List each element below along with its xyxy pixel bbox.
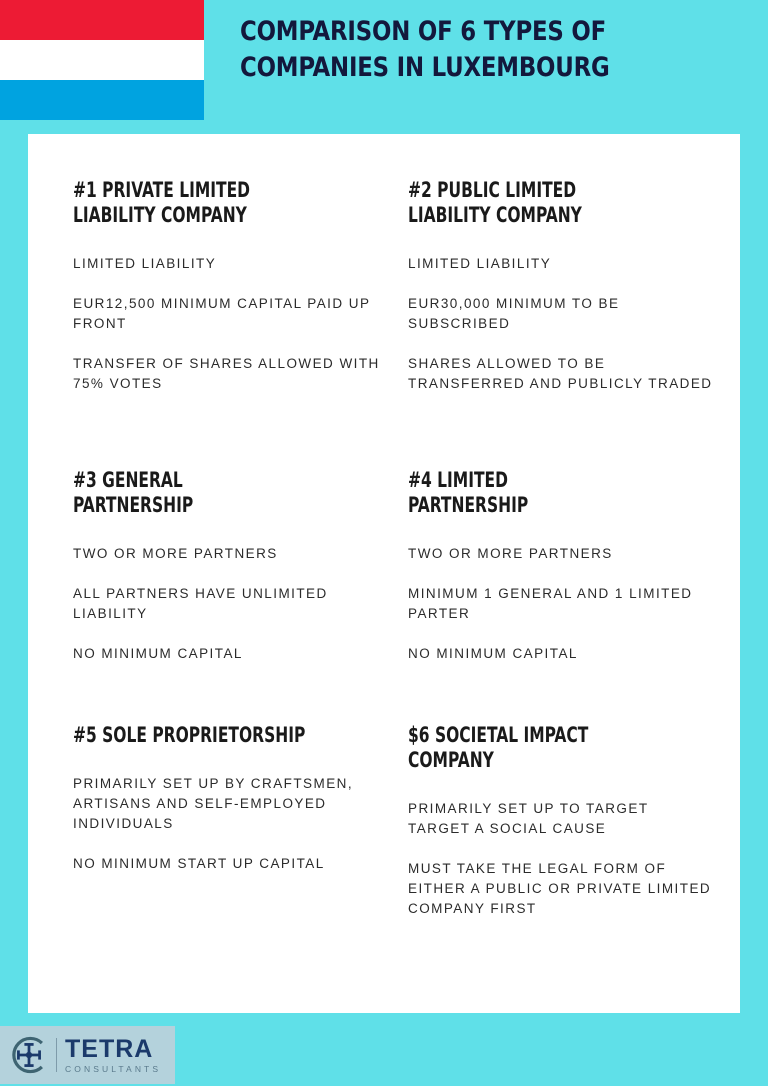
company-card-5-bullets [73,774,385,874]
company-card-5-heading [73,723,385,748]
company-card-6-heading [408,723,715,773]
list-item: PRIMARILY SET UP TO TARGET TARGET A SOCIAL CAUSE [408,801,649,836]
company-card-1-bullets [73,254,385,394]
company-card-2 [403,178,733,468]
grid-row-3 [73,723,733,973]
company-card-2-bullets [408,254,715,394]
company-card-5 [73,723,403,973]
flag-band-blue [0,80,204,120]
list-item: LIMITED LIABILITY [73,256,217,271]
company-card-1-heading-line-2: LIABILITY COMPANY [73,203,247,227]
header [0,0,768,122]
company-card-6 [403,723,733,973]
company-card-3-heading [73,468,385,518]
company-card-6-heading-line-1: $6 SOCIETAL IMPACT [408,723,589,747]
list-item: TWO OR MORE PARTNERS [408,546,613,561]
page-title [240,14,710,86]
company-card-5-heading-line-1: #5 SOLE PROPRIETORSHIP [73,723,306,747]
company-card-4-heading-line-1: #4 LIMITED [408,468,508,492]
company-card-3-bullets [73,544,385,664]
company-card-3 [73,468,403,723]
list-item: TWO OR MORE PARTNERS [73,546,278,561]
grid-row-2 [73,468,733,723]
company-card-1 [73,178,403,468]
brand-tagline: CONSULTANTS [65,1063,162,1074]
tetra-compass-icon [6,1032,52,1078]
brand-name: TETRA [65,1034,154,1063]
page-title-line-1: COMPARISON OF 6 TYPES OF [240,16,607,47]
list-item: ALL PARTNERS HAVE UNLIMITED LIABILITY [73,586,328,621]
company-types-grid [73,178,733,973]
company-card-4-bullets [408,544,715,664]
content-card [28,134,740,1013]
company-card-1-heading [73,178,385,228]
logo-divider [56,1038,57,1072]
page-title-line-2: COMPANIES IN LUXEMBOURG [240,52,610,83]
company-card-3-heading-line-2: PARTNERSHIP [73,493,194,517]
list-item: NO MINIMUM START UP CAPITAL [73,856,325,871]
company-card-4-heading [408,468,715,518]
luxembourg-flag-icon [0,0,204,120]
company-card-2-heading-line-2: LIABILITY COMPANY [408,203,582,227]
list-item: TRANSFER OF SHARES ALLOWED WITH 75% VOTES [73,356,380,391]
list-item: MINIMUM 1 GENERAL AND 1 LIMITED PARTER [408,586,693,621]
list-item: MUST TAKE THE LEGAL FORM OF EITHER A PUBLIC OR PRIVATE LIMITED COMPANY FIRST [408,861,712,916]
list-item: EUR12,500 MINIMUM CAPITAL PAID UP FRONT [73,296,371,331]
brand-logo[interactable] [0,1026,175,1084]
list-item: NO MINIMUM CAPITAL [408,646,578,661]
company-card-4-heading-line-2: PARTNERSHIP [408,493,529,517]
brand-text [65,1034,162,1074]
company-card-2-heading-line-1: #2 PUBLIC LIMITED [408,178,577,202]
company-card-6-bullets [408,799,715,919]
list-item: NO MINIMUM CAPITAL [73,646,243,661]
grid-row-1 [73,178,733,468]
flag-band-white [0,40,204,80]
flag-band-red [0,0,204,40]
list-item: PRIMARILY SET UP BY CRAFTSMEN, ARTISANS AND SELF-EMPLOYED INDIVIDUALS [73,776,354,831]
list-item: LIMITED LIABILITY [408,256,552,271]
company-card-3-heading-line-1: #3 GENERAL [73,468,183,492]
list-item: EUR30,000 MINIMUM TO BE SUBSCRIBED [408,296,620,331]
company-card-4 [403,468,733,723]
company-card-1-heading-line-1: #1 PRIVATE LIMITED [73,178,251,202]
company-card-2-heading [408,178,715,228]
company-card-6-heading-line-2: COMPANY [408,748,494,772]
list-item: SHARES ALLOWED TO BE TRANSFERRED AND PUBLICLY TRADED [408,356,713,391]
